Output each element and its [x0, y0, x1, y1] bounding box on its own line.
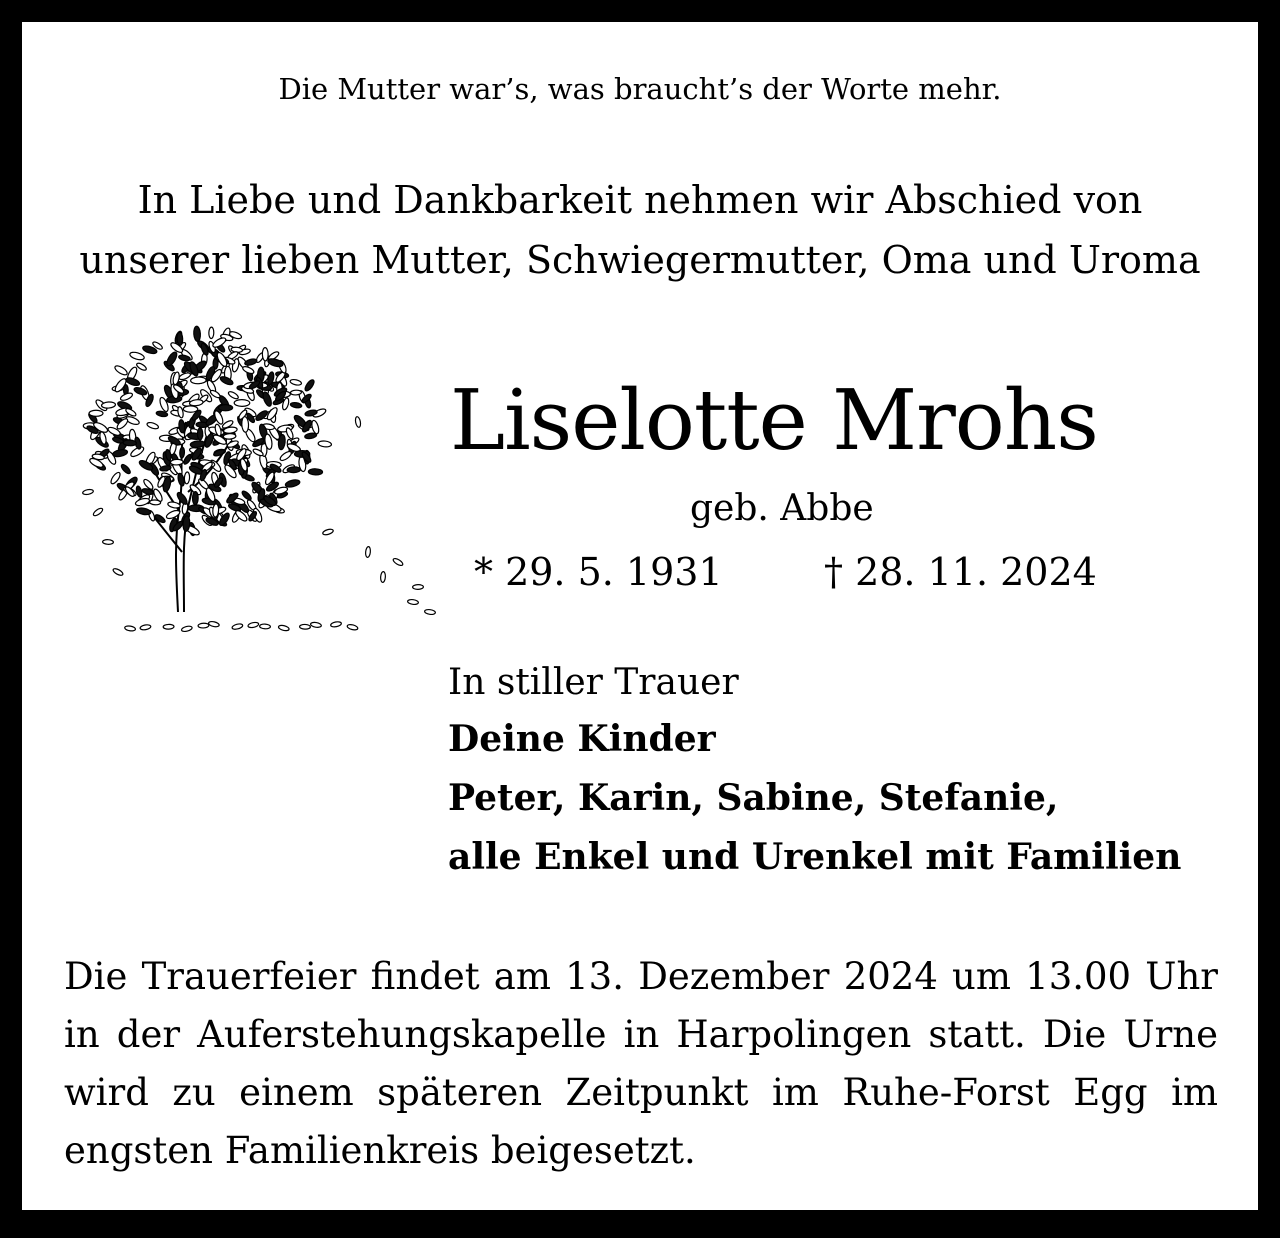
mourners-line-3: alle Enkel und Urenkel mit Familien	[448, 836, 1182, 878]
tree-with-falling-leaves-icon	[58, 312, 438, 632]
birth-date: * 29. 5. 1931	[474, 550, 723, 594]
mourners-line-1: Deine Kinder	[448, 718, 716, 760]
mourning-intro: In stiller Trauer	[448, 662, 739, 703]
intro-line-1: In Liebe und Dankbarkeit nehmen wir Abschied von	[137, 178, 1143, 222]
mourners-line-2: Peter, Karin, Sabine, Stefanie,	[448, 777, 1059, 819]
intro-line-2: unserer lieben Mutter, Schwiegermutter, Oma und Uroma	[79, 238, 1201, 282]
obituary-notice	[22, 22, 1258, 1210]
ceremony-text: Die Trauerfeier findet am 13. Dezember 2024 um 13.00 Uhr in der Auferstehungskapelle in Harpolingen statt. Die Urne wird zu einem späteren Zeitpunkt im Ruhe-Forst Egg im engsten Familienkreis beigesetzt.	[64, 955, 1218, 1172]
motto-text: Die Mutter war’s, was braucht’s der Worte mehr.	[278, 72, 1002, 106]
death-date: † 28. 11. 2024	[824, 550, 1097, 594]
birth-name: geb. Abbe	[690, 488, 874, 529]
deceased-name: Liselotte Mrohs	[450, 372, 1098, 469]
